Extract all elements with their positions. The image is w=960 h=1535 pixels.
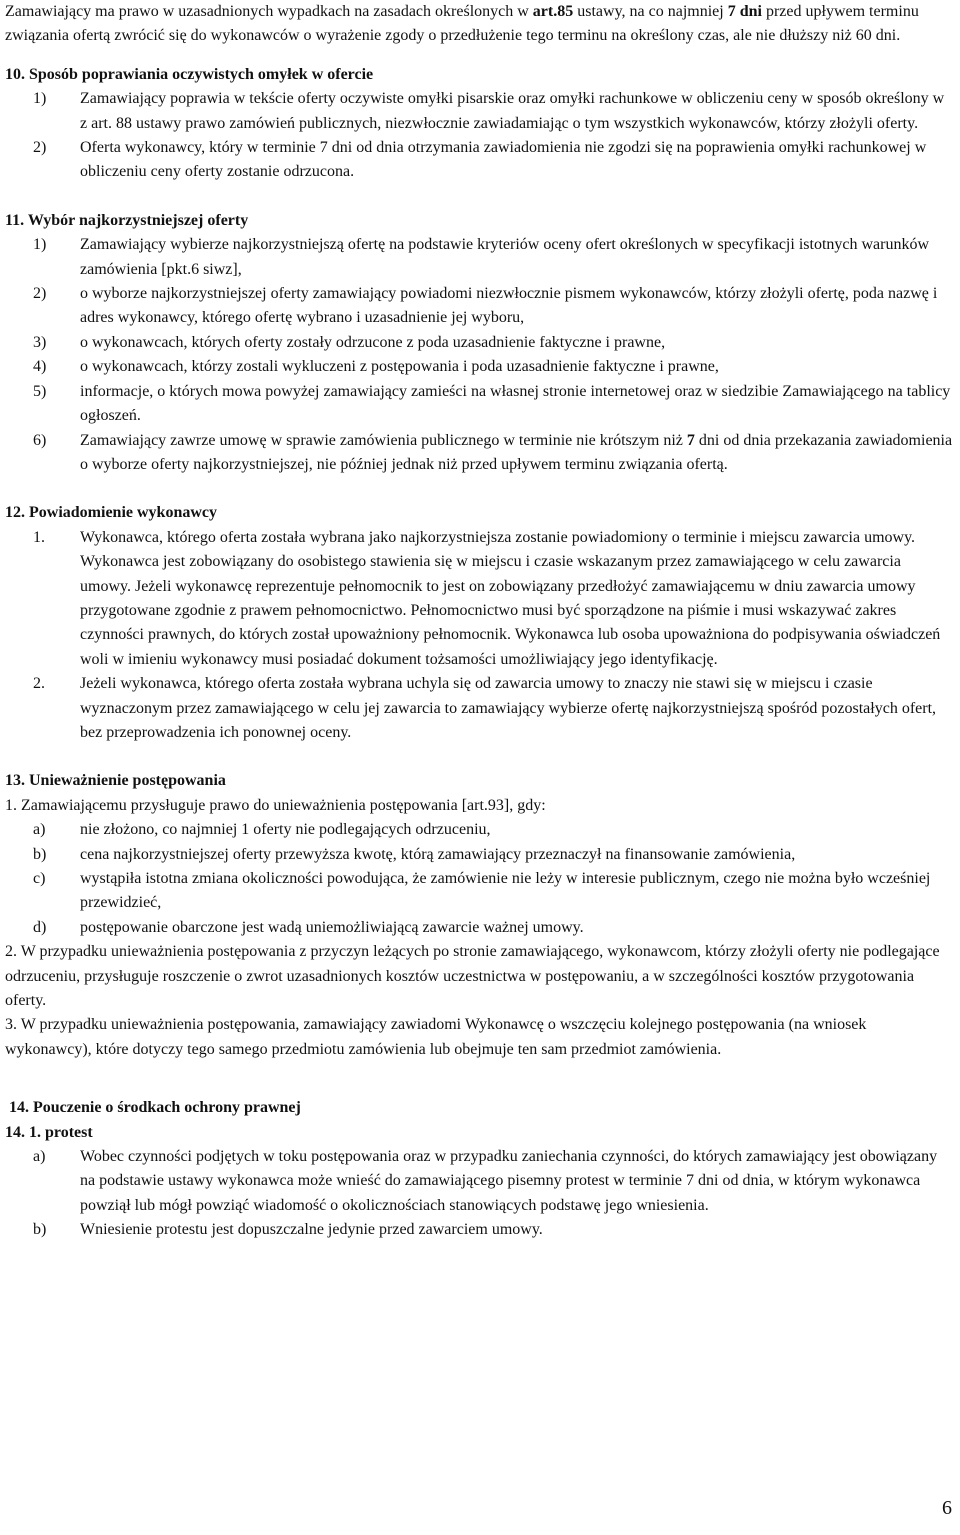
list-item bbox=[5, 1145, 953, 1218]
list-item-number: 1. bbox=[33, 528, 45, 546]
section-13-paragraph-3: 3. W przypadku unieważnienia postępowania, zamawiający zawiadomi Wykonawcę o wszczęciu kolejnego postępowania (na wniosek wykonawcy), które dotyczy tego samego przedmiotu zamówienia lub obejmuje ten sam przedmiot zamówienia. bbox=[5, 1016, 867, 1058]
list-item bbox=[5, 233, 953, 282]
list-item-text: wystąpiła istotna zmiana okoliczności powodująca, że zamówienie nie leży w interesie publicznym, czego nie można było wcześniej przewidzieć, bbox=[80, 870, 931, 912]
section-12-heading: 12. Powiadomienie wykonawcy bbox=[5, 504, 217, 522]
list-item bbox=[5, 380, 953, 429]
list-item bbox=[5, 282, 953, 331]
list-item bbox=[5, 867, 953, 916]
section-13-paragraph-1: 1. Zamawiającemu przysługuje prawo do unieważnienia postępowania [art.93], gdy: bbox=[5, 796, 546, 814]
item6-days: 7 bbox=[686, 431, 695, 449]
list-item-text: o wyborze najkorzystniejszej oferty zamawiający powiadomi niezwłocznie pismem wykonawców, którzy złożyli ofertę, poda nazwę i adres wykonawcy, którego ofertę wybrano i uzasadnienie jej wyboru, bbox=[80, 285, 938, 327]
list-item bbox=[5, 136, 953, 185]
list-item bbox=[5, 526, 953, 672]
list-item-text: Jeżeli wykonawca, którego oferta została wybrana uchyla się od zawarcia umowy to znaczy nie stawi się w miejscu i czasie wyznaczonym przez zamawiającego w celu jej zawarcia to zamawiający wybierze ofertę najkorzystniejszą spośród pozostałych ofert, bez przeprowadzenia ich ponownej oceny. bbox=[80, 675, 937, 741]
list-item-text: Wobec czynności podjętych w toku postępowania oraz w przypadku zaniechania czynności, do których zamawiający jest obowiązany na podstawie ustawy wykonawca może wnieść do zamawiającego pisemny protest w terminie 7 dni od dnia, w którym wykonawca powziął lub mógł powziąć wiadomość o okolicznościach stanowiących podstawę jego wniesienia. bbox=[80, 1148, 938, 1214]
list-item-text: Wniesienie protestu jest dopuszczalne jedynie przed zawarciem umowy. bbox=[80, 1221, 543, 1239]
list-item bbox=[5, 87, 953, 136]
list-item-letter: d) bbox=[33, 918, 47, 936]
list-item-text: Oferta wykonawcy, który w terminie 7 dni od dnia otrzymania zawiadomienia nie zgodzi się na poprawienia omyłki rachunkowej w obliczeniu ceny oferty zostanie odrzucona. bbox=[80, 139, 927, 181]
list-item-number: 1) bbox=[33, 90, 47, 108]
list-item-letter: b) bbox=[33, 1221, 47, 1239]
intro-text-b: ustawy, na co najmniej bbox=[573, 3, 728, 20]
document-page bbox=[5, 0, 953, 1243]
list-item-number: 2) bbox=[33, 139, 47, 157]
item6-text-b: dni od dnia przekazania zawiadomienia o wyborze oferty najkorzystniejszej, nie później jednak niż przed upływem terminu związania ofertą. bbox=[80, 431, 953, 473]
section-13-heading: 13. Unieważnienie postępowania bbox=[5, 772, 226, 790]
list-item-letter: c) bbox=[33, 870, 46, 887]
list-item-number: 4) bbox=[33, 358, 47, 376]
section-11 bbox=[5, 209, 953, 477]
section-12 bbox=[5, 501, 953, 745]
section-11-heading: 11. Wybór najkorzystniejszej oferty bbox=[5, 211, 249, 229]
list-item bbox=[5, 429, 953, 478]
section-14-heading: 14. Pouczenie o środkach ochrony prawnej bbox=[9, 1099, 301, 1117]
section-14-subheading: 14. 1. protest bbox=[5, 1123, 93, 1141]
section-14 bbox=[5, 1096, 953, 1242]
list-item-number: 2. bbox=[33, 675, 45, 693]
list-item-text bbox=[80, 432, 952, 473]
section-13-paragraph-2: 2. W przypadku unieważnienia postępowania z przyczyn leżących po stronie zamawiającego, wykonawcom, którzy złożyli oferty nie podlegające odrzuceniu, przysługuje roszczenie o zwrot uzasadnionych kosztów uczestnictwa w postępowaniu, a w szczególności kosztów przygotowania oferty. bbox=[5, 943, 940, 1010]
section-13 bbox=[5, 769, 953, 1062]
list-item-text: postępowanie obarczone jest wadą uniemożliwiającą zawarcie ważnej umowy. bbox=[80, 918, 584, 936]
section-10 bbox=[5, 63, 953, 185]
list-item bbox=[5, 843, 953, 867]
list-item bbox=[5, 1218, 953, 1242]
list-item-text: Zamawiający poprawia w tekście oferty oczywiste omyłki pisarskie oraz omyłki rachunkowe w obliczeniu ceny w sposób określony w z art. 88 ustawy prawo zamówień publicznych, niezwłocznie zawiadamiając o tym wszystkich wykonawców, którzy złożyli oferty. bbox=[80, 90, 945, 132]
list-item-text: nie złożono, co najmniej 1 oferty nie podlegających odrzuceniu, bbox=[80, 821, 491, 839]
list-item-text: informacje, o których mowa powyżej zamawiający zamieści na własnej stronie internetowej oraz w siedzibie Zamawiającego na tablicy ogłoszeń. bbox=[80, 382, 951, 425]
list-item bbox=[5, 672, 953, 745]
intro-art-ref: art.85 bbox=[532, 3, 574, 20]
list-item bbox=[5, 355, 953, 379]
list-item-text: Wykonawca, którego oferta została wybrana jako najkorzystniejsza zostanie powiadomiony o terminie i miejscu zawarcia umowy. Wykonawca jest zobowiązany do osobistego stawienia się w miejscu i czasie wskazanym przez zamawiającego w celu zawarcia umowy. Jeżeli wykonawcę reprezentuje pełnomocnik to jest on zobowiązany przedłożyć zamawiającemu w dniu zawarcia umowy przygotowane zgodnie z prawem pełnomocnictwo. Pełnomocnictwo musi być sporządzone na piśmie i musi wskazywać zakres czynności prawnych, do których został upoważniony pełnomocnik. Wykonawca lub osoba upoważniona do podpisywania oświadczeń woli w imieniu wykonawcy musi posiadać dokument tożsamości umożliwiający jego identyfikację. bbox=[80, 528, 941, 668]
list-item-text: o wykonawcach, których oferty zostały odrzucone z poda uzasadnienie faktyczne i prawne, bbox=[80, 333, 666, 351]
intro-text-c: przed upływem terminu związania ofertą zwrócić się do wykonawców o wyrażenie zgody o przedłużenie tego terminu na określony czas, ale nie dłuższy niż 60 dni. bbox=[5, 3, 919, 45]
list-item-number: 3) bbox=[33, 333, 47, 351]
item6-text-a: Zamawiający zawrze umowę w sprawie zamówienia publicznego w terminie nie krótszym niż bbox=[80, 431, 687, 449]
list-item-number: 2) bbox=[33, 285, 47, 303]
list-item-text: Zamawiający wybierze najkorzystniejszą ofertę na podstawie kryteriów oceny ofert określonych w specyfikacji istotnych warunków zamówienia [pkt.6 siwz], bbox=[80, 236, 930, 278]
list-item-number: 6) bbox=[33, 431, 47, 449]
page-number: 6 bbox=[942, 1497, 952, 1519]
list-item-letter: a) bbox=[33, 821, 46, 839]
intro-paragraph bbox=[5, 0, 953, 49]
list-item-text: o wykonawcach, którzy zostali wykluczeni z postępowania i poda uzasadnienie faktyczne i prawne, bbox=[80, 358, 719, 376]
list-item bbox=[5, 331, 953, 355]
section-10-heading: 10. Sposób poprawiania oczywistych omyłek w ofercie bbox=[5, 65, 374, 83]
list-item-text: cena najkorzystniejszej oferty przewyższa kwotę, którą zamawiający przeznaczył na finansowanie zamówienia, bbox=[80, 845, 796, 863]
list-item bbox=[5, 818, 953, 842]
list-item-letter: a) bbox=[33, 1148, 46, 1166]
intro-days: 7 dni bbox=[727, 3, 762, 20]
list-item-number: 1) bbox=[33, 236, 47, 254]
intro-text-a: Zamawiający ma prawo w uzasadnionych wypadkach na zasadach określonych w bbox=[5, 3, 533, 20]
list-item bbox=[5, 916, 953, 940]
list-item-letter: b) bbox=[33, 845, 47, 863]
list-item-number: 5) bbox=[33, 382, 47, 400]
